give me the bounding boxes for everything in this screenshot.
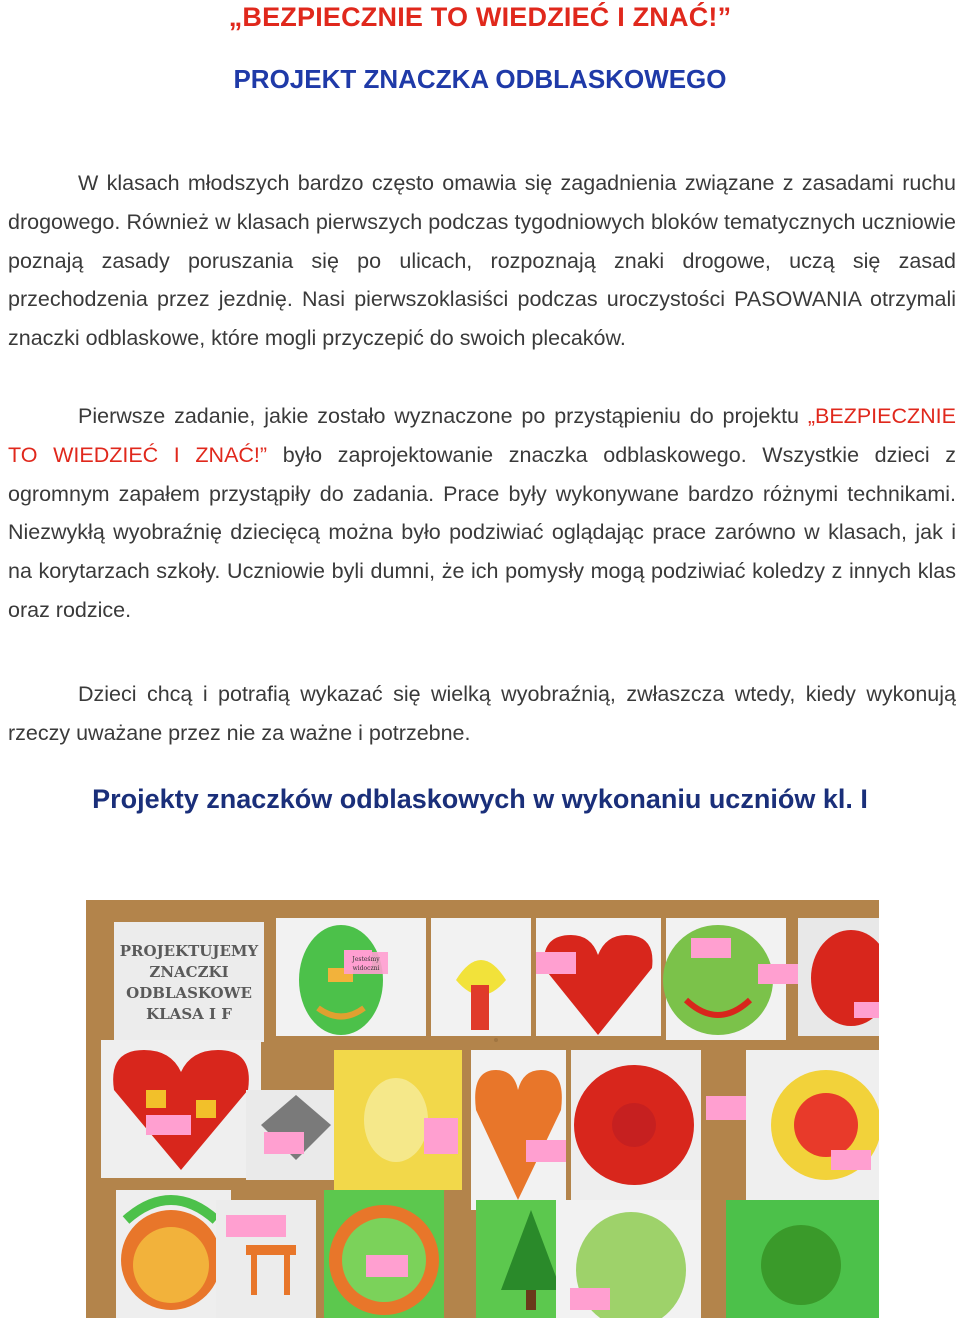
paragraph-2-text [8, 397, 956, 630]
class-project-photo [86, 900, 879, 1318]
artwork-yellow-figure [431, 918, 531, 1036]
board-sign-line-3: ODBLASKOWE [126, 984, 252, 1002]
artwork-green-circle [324, 1190, 444, 1318]
paragraph-2-start: Pierwsze zadanie, jakie zostało wyznaczone po przystąpieniu do projektu [78, 404, 808, 428]
artwork-green-smile [663, 918, 798, 1040]
paragraph-3 [8, 675, 956, 753]
artwork-orange-face [116, 1190, 231, 1318]
document-subtitle: PROJEKT ZNACZKA ODBLASKOWEGO [233, 64, 727, 94]
artwork-green-face [276, 918, 426, 1036]
artwork-yellow-card [334, 1050, 462, 1190]
artwork-red-heart [536, 918, 661, 1036]
artwork-orange-heart [471, 1050, 566, 1210]
artwork-gem [246, 1090, 346, 1180]
sticker-line-1: Jesteśmy [352, 956, 380, 963]
paragraph-1 [8, 164, 956, 358]
artwork-heart-yellow [101, 1040, 261, 1178]
paragraph-2-end: było zaprojektowanie znaczka odblaskowego. Wszystkie dzieci z ogromnym zapałem przystąpiły do zadania. Prace były wykonywane bardzo różnymi technikami. Niezwykłą wyobraźnię dziecięcą można było podziwiać oglądając prace zarówno w klasach, jak i na korytarzach szkoły. Uczniowie byli dumni, że ich pomysły mogą podziwiać koledzy z innych klas oraz rodzice. [8, 442, 956, 622]
sticker-label [344, 952, 388, 974]
sticker-line-2: widoczni [352, 965, 380, 972]
artwork-stool [216, 1200, 316, 1318]
board-sign-line-2: ZNACZKI [149, 963, 229, 981]
board-sign [114, 922, 264, 1042]
paragraph-1-text: W klasach młodszych bardzo często omawia się zagadnienia związane z zasadami ruchu drogowego. Również w klasach pierwszych podczas tygodniowych bloków tematycznych uczniowie poznają zasady poruszania się po ulicach, rozpoznają znaki drogowe, uczą się zasad przechodzenia przez jezdnię. Nasi pierwszoklasiści podczas uroczystości PASOWANIA otrzymali znaczki odblaskowe, które mogli przyczepić do swoich plecaków. [8, 171, 956, 351]
board-sign-line-4: KLASA I F [146, 1005, 232, 1023]
artwork-green-bottom-right [726, 1200, 879, 1318]
document-title: „BEZPIECZNIE TO WIEDZIEĆ I ZNAĆ!” [228, 2, 732, 32]
gallery-heading: Projekty znaczków odblaskowych w wykonaniu uczniów kl. I [92, 784, 868, 814]
artwork-red-right [798, 918, 879, 1036]
artwork-green-face-2 [556, 1200, 701, 1318]
paragraph-3-text: Dzieci chcą i potrafią wykazać się wielką wyobraźnią, zwłaszcza wtedy, kiedy wykonują rzeczy uważane przez nie za ważne i potrzebne. [8, 682, 956, 745]
project-name: „BEZPIECZNIE TO WIEDZIEĆ I ZNAĆ!” [8, 404, 956, 467]
artwork-sun-star [746, 1050, 879, 1210]
paragraph-2 [8, 397, 956, 630]
board-sign-line-1: PROJEKTUJEMY [119, 942, 259, 960]
